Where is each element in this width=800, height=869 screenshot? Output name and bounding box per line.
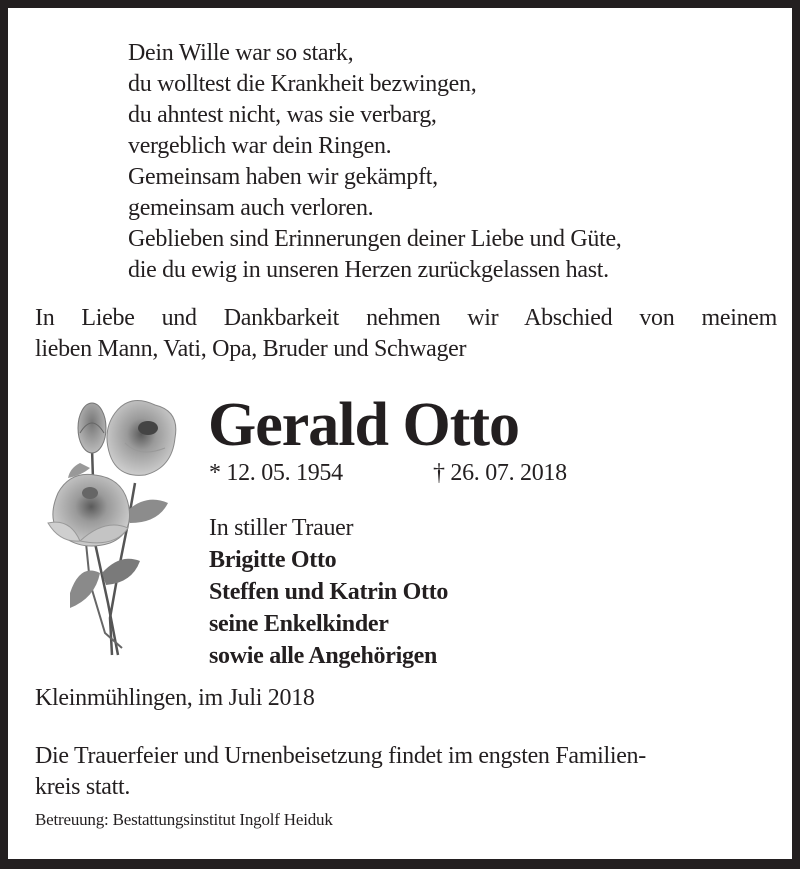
- poem-line: Gemeinsam haben wir gekämpft,: [128, 164, 438, 190]
- mourner-name: Steffen und Katrin Otto: [209, 579, 449, 605]
- mourners-block: [209, 512, 448, 672]
- funeral-home-credit: Betreuung: Bestattungsinstitut Ingolf Heiduk: [35, 810, 333, 829]
- service-notice: [35, 741, 780, 803]
- poem-line: du wolltest die Krankheit bezwingen,: [128, 71, 477, 97]
- mourners-heading: In stiller Trauer: [209, 515, 354, 541]
- poem-line: die du ewig in unseren Herzen zurückgelassen hast.: [128, 257, 609, 283]
- intro-line-1: In Liebe und Dankbarkeit nehmen wir Abschied von meinem: [35, 305, 777, 331]
- birth-date: * 12. 05. 1954: [209, 460, 343, 486]
- service-line-1: Die Trauerfeier und Urnenbeisetzung findet im engsten Familien-: [35, 743, 646, 769]
- intro-line-2: lieben Mann, Vati, Opa, Bruder und Schwager: [35, 336, 467, 362]
- service-line-2: kreis statt.: [35, 774, 131, 800]
- poem-line: Dein Wille war so stark,: [128, 40, 354, 66]
- life-dates: [209, 458, 567, 488]
- intro-text: [35, 303, 777, 365]
- death-date: † 26. 07. 2018: [433, 460, 567, 486]
- poem-line: du ahntest nicht, was sie verbarg,: [128, 102, 437, 128]
- poem-line: gemeinsam auch verloren.: [128, 195, 374, 221]
- poem-line: Geblieben sind Erinnerungen deiner Liebe und Güte,: [128, 226, 622, 252]
- poem-line: vergeblich war dein Ringen.: [128, 133, 392, 159]
- mourner-name: Brigitte Otto: [209, 547, 337, 573]
- obituary-card: [8, 8, 792, 859]
- roses-icon: [40, 393, 180, 663]
- mourner-name: seine Enkelkinder: [209, 611, 389, 637]
- place-and-date: Kleinmühlingen, im Juli 2018: [35, 685, 315, 711]
- mourner-name: sowie alle Angehörigen: [209, 643, 438, 669]
- deceased-name: Gerald Otto: [208, 391, 519, 459]
- poem: [128, 38, 622, 286]
